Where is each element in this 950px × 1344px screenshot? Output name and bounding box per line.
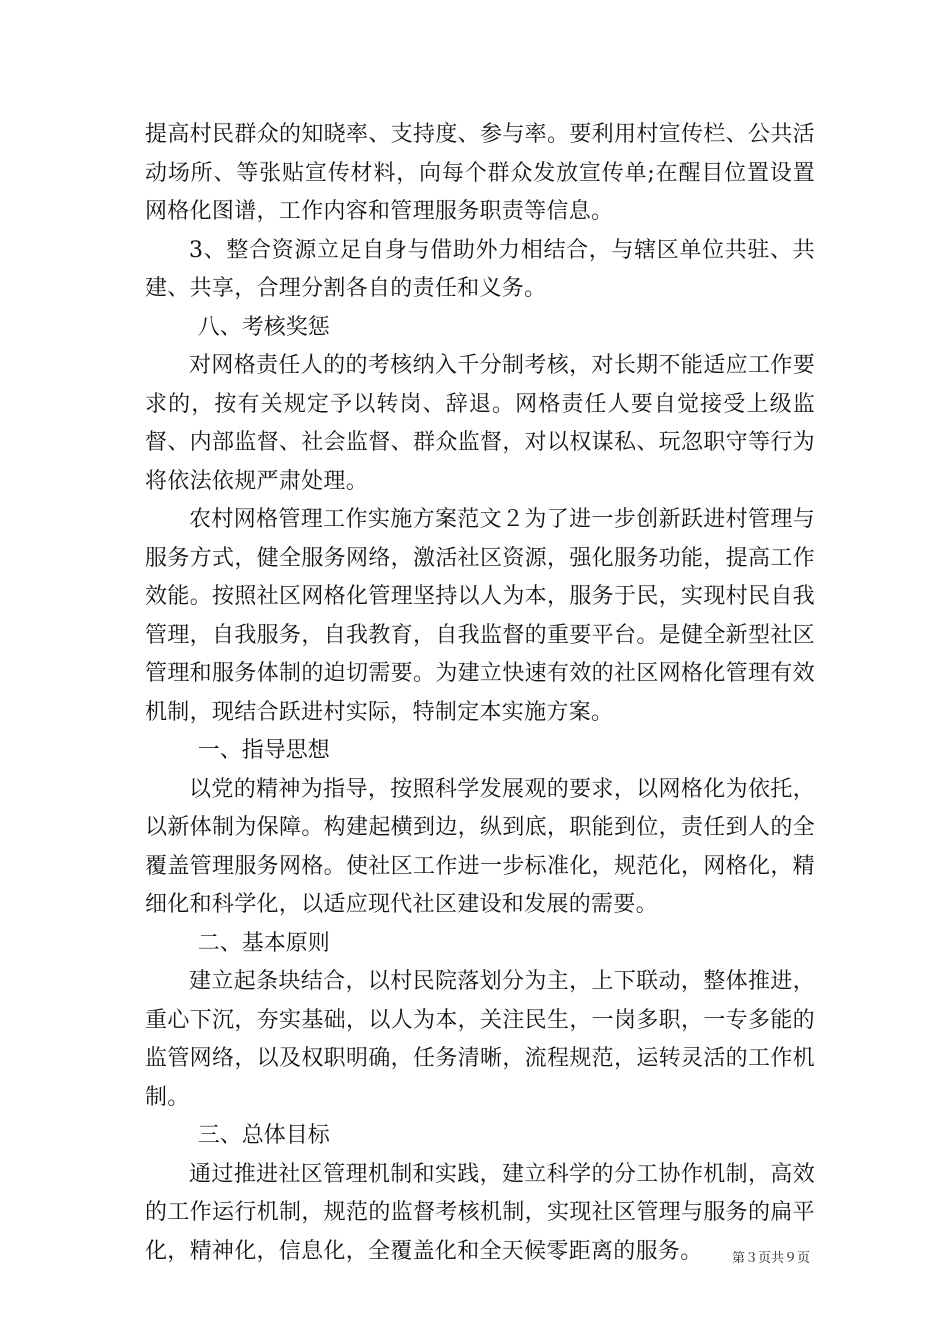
document-body [145,116,815,1271]
heading-guiding-thought: 一、指导思想 [197,738,330,763]
paragraph-guiding-thought: 以党的精神为指导，按照科学发展观的要求，以网格化为依托，以新体制为保障。构建起横到边，纵到底，职能到位，责任到人的全覆盖管理服务网格。使社区工作进一步标准化，规范化，网格化，精细化和科学化，以适应现代社区建设和发展的需要。 [145,776,815,917]
paragraph-overall-goal: 通过推进社区管理机制和实践，建立科学的分工协作机制，高效的工作运行机制，规范的监督考核机制，实现社区管理与服务的扁平化，精神化，信息化，全覆盖化和全天候零距离的服务。 [145,1161,815,1264]
heading-basic-principles: 二、基本原则 [197,930,330,956]
paragraph-plan-intro: 农村网格管理工作实施方案范文２为了进一步创新跃进村管理与服务方式，健全服务网络，激活社区资源，强化服务功能，提高工作效能。按照社区网格化管理坚持以人为本，服务于民，实现村民自我管理，自我服务，自我教育，自我监督的重要平台。是健全新型社区管理和服务体制的迫切需要。为建立快速有效的社区网格化管理有效机制，现结合跃进村实际，特制定本实施方案。 [145,507,815,725]
paragraph-publicity: 提高村民群众的知晓率、支持度、参与率。要利用村宣传栏、公共活动场所、等张贴宣传材料，向每个群众发放宣传单;在醒目位置设置网格化图谱，工作内容和管理服务职责等信息。 [145,122,815,224]
page-number-footer: 第３页共９页 [731,1251,810,1266]
heading-overall-goal: 三、总体目标 [197,1123,330,1148]
paragraph-basic-principles: 建立起条块结合，以村民院落划分为主，上下联动，整体推进，重心下沉，夯实基础，以人为本，关注民生，一岗多职，一专多能的监管网络，以及权职明确，任务清晰，流程规范，运转灵活的工作机制。 [145,969,815,1110]
paragraph-assessment: 对网格责任人的的考核纳入千分制考核，对长期不能适应工作要求的，按有关规定予以转岗、辞退。网格责任人要自觉接受上级监督、内部监督、社会监督、群众监督，对以权谋私、玩忽职守等行为将依法依规严肃处理。 [145,353,815,494]
paragraph-resource-integration: 3、整合资源立足自身与借助外力相结合，与辖区单位共驻、共建、共享，合理分割各自的责任和义务。 [145,237,815,301]
heading-assessment: 八、考核奖惩 [197,314,330,340]
